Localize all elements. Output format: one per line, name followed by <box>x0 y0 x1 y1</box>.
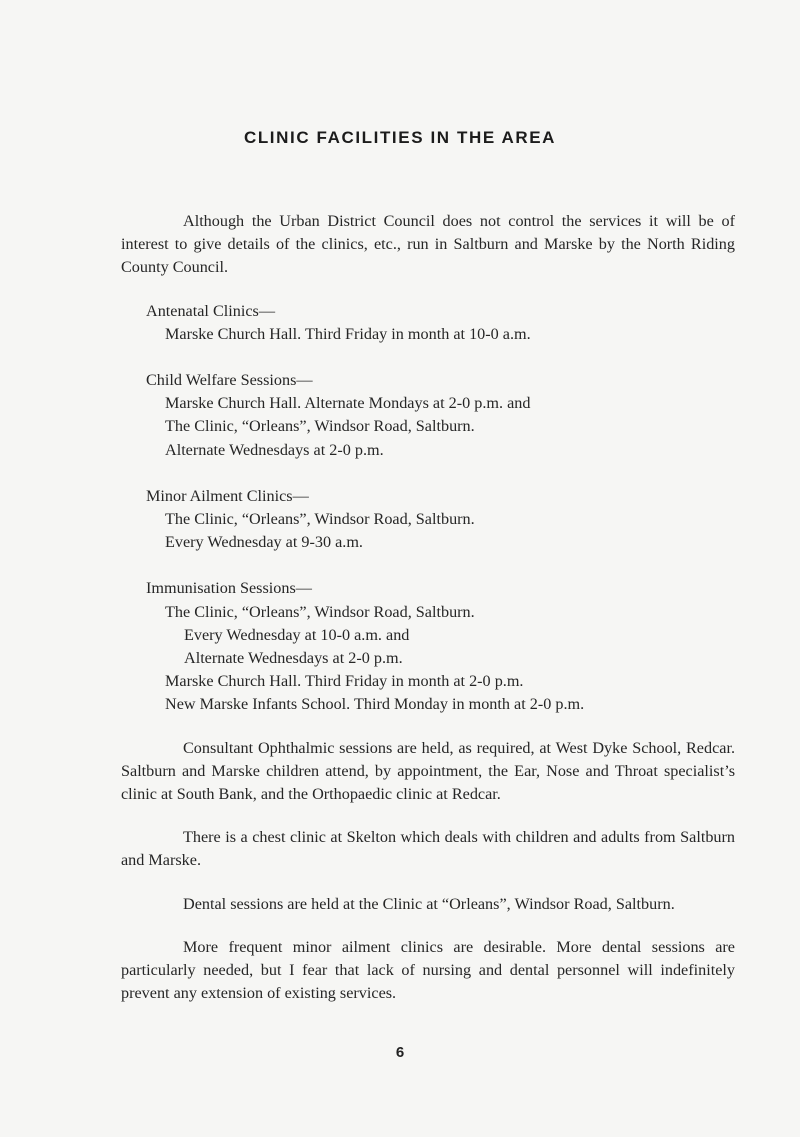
antenatal-line: Marske Church Hall. Third Friday in month at 10-0 a.m. <box>165 324 531 343</box>
minor-ailment-line: Every Wednesday at 9-30 a.m. <box>165 533 363 552</box>
document-body <box>121 210 735 1005</box>
immunisation-line: Every Wednesday at 10-0 a.m. and <box>184 625 410 644</box>
ophthalmic-paragraph: Consultant Ophthalmic sessions are held, as required, at West Dyke School, Redcar. Saltburn and Marske children attend, by appointment, the Ear, Nose and Throat specialist’s clinic at South Bank, and the Orthopaedic clinic at Redcar. <box>121 738 735 804</box>
antenatal-section <box>121 300 735 346</box>
child-welfare-section <box>121 369 735 462</box>
antenatal-heading: Antenatal Clinics— <box>146 301 276 320</box>
immunisation-line: New Marske Infants School. Third Monday in month at 2-0 p.m. <box>165 695 585 714</box>
immunisation-line: Marske Church Hall. Third Friday in month at 2-0 p.m. <box>165 672 524 691</box>
page-number: 6 <box>395 1044 405 1061</box>
chest-clinic-paragraph: There is a chest clinic at Skelton which deals with children and adults from Saltburn and Marske. <box>121 828 735 870</box>
intro-paragraph: Although the Urban District Council does not control the services it will be of interest to give details of the clinics, etc., run in Saltburn and Marske by the North Riding County Council. <box>121 212 735 277</box>
minor-ailment-section <box>121 485 735 555</box>
minor-ailment-heading: Minor Ailment Clinics— <box>146 486 309 505</box>
dental-paragraph: Dental sessions are held at the Clinic at “Orleans”, Windsor Road, Saltburn. <box>183 894 675 913</box>
child-welfare-line: Marske Church Hall. Alternate Mondays at 2-0 p.m. and <box>165 394 531 413</box>
immunisation-line: The Clinic, “Orleans”, Windsor Road, Saltburn. <box>165 602 475 621</box>
immunisation-section <box>121 577 735 716</box>
minor-ailment-line: The Clinic, “Orleans”, Windsor Road, Saltburn. <box>165 510 475 529</box>
child-welfare-line: Alternate Wednesdays at 2-0 p.m. <box>165 440 384 459</box>
page-title: CLINIC FACILITIES IN THE AREA <box>243 128 557 147</box>
immunisation-heading: Immunisation Sessions— <box>146 579 312 598</box>
closing-paragraph: More frequent minor ailment clinics are desirable. More dental sessions are particularly needed, but I fear that lack of nursing and dental personnel will indefinitely prevent any extension of existing services. <box>121 937 735 1003</box>
child-welfare-line: The Clinic, “Orleans”, Windsor Road, Saltburn. <box>165 417 475 436</box>
immunisation-line: Alternate Wednesdays at 2-0 p.m. <box>184 649 403 668</box>
child-welfare-heading: Child Welfare Sessions— <box>146 371 313 390</box>
